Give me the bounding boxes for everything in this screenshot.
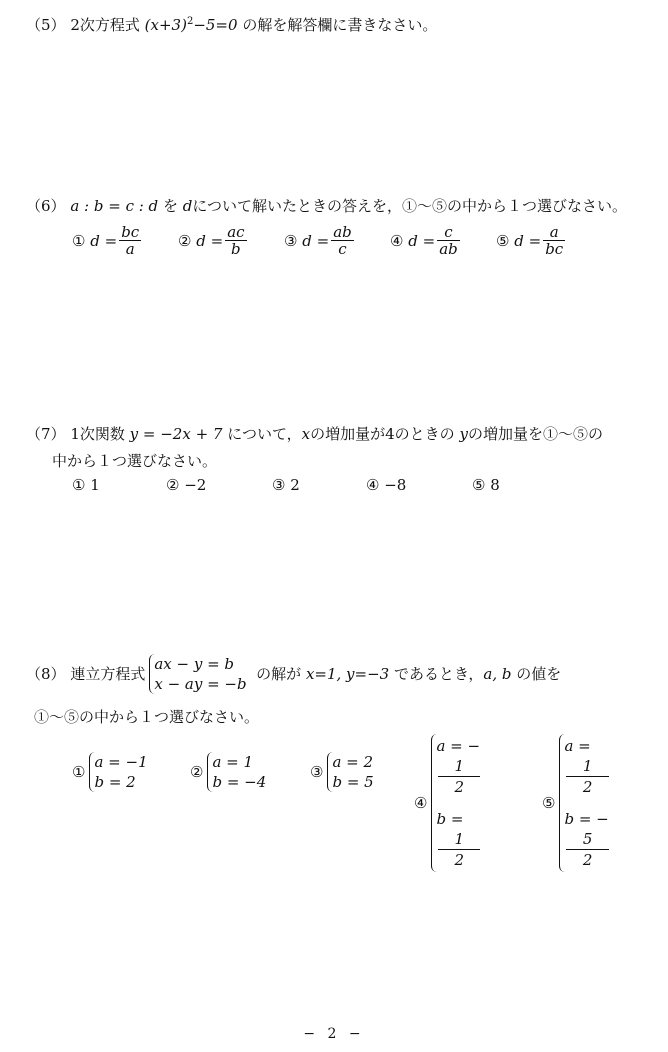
fraction-num: bc [121, 223, 140, 241]
q8-option-1[interactable] [72, 752, 148, 792]
q8-system-brace [149, 654, 246, 694]
fraction-den: 2 [454, 778, 465, 796]
fraction-den: 2 [582, 778, 593, 796]
q8-option-5[interactable] [542, 734, 609, 872]
option-lhs: d = [408, 231, 436, 250]
brace-spacer [436, 797, 480, 809]
q6-option-4[interactable] [390, 224, 460, 257]
q5-equation-b: −5=0 [193, 16, 238, 34]
option-a-lhs: a = − [436, 737, 481, 755]
option-mark: ⑤ [472, 476, 486, 494]
question-5 [26, 12, 437, 35]
option-b-fraction [438, 829, 480, 870]
fraction-den: 2 [582, 851, 593, 869]
q7-text4: の増加量を①～⑤の [467, 425, 603, 443]
q8-eq1: ax − y = b [154, 655, 235, 673]
fraction-num: 1 [438, 829, 480, 850]
option-lhs: d = [302, 231, 330, 250]
q7-option-4[interactable] [366, 476, 406, 494]
option-mark: ⑤ [542, 794, 556, 812]
fraction-num: 1 [438, 756, 480, 777]
fraction-den: bc [545, 240, 564, 258]
option-mark: ① [72, 231, 86, 250]
q7-var-x: x [301, 425, 311, 443]
q8-text3: であるとき， [394, 665, 484, 683]
fraction-den: ab [439, 240, 458, 258]
option-a-fraction [566, 756, 608, 797]
q7-text2: について， [227, 425, 302, 443]
option-value: 2 [290, 476, 300, 494]
option-line1: a = 2 [332, 753, 374, 771]
q7-var-y: y [459, 425, 468, 443]
option-line2: b = 2 [94, 773, 136, 791]
option-lhs: d = [196, 231, 224, 250]
option-fraction [225, 224, 246, 257]
option-mark: ④ [390, 231, 404, 250]
q8-eq2: x − ay = −b [154, 675, 247, 693]
q7-number: （7） [26, 425, 66, 443]
option-mark: ⑤ [496, 231, 510, 250]
option-fraction [119, 224, 141, 257]
q8-text1: 連立方程式 [70, 665, 146, 683]
question-6 [26, 196, 627, 216]
fraction-den: 2 [454, 851, 465, 869]
question-8 [26, 654, 561, 694]
option-lhs: d = [90, 231, 118, 250]
option-mark: ④ [414, 794, 428, 812]
q5-number: （5） [26, 16, 66, 34]
option-line1: a = 1 [212, 753, 254, 771]
question-7 [26, 424, 603, 444]
option-b-fraction [566, 829, 608, 870]
option-brace [559, 734, 608, 872]
option-mark: ③ [272, 476, 286, 494]
option-line2: b = −4 [212, 773, 267, 791]
q6-text-post: について解いたときの答えを，①～⑤の中から１つ選びなさい。 [192, 197, 628, 215]
q8-line2: ①～⑤の中から１つ選びなさい。 [34, 708, 260, 726]
q8-option-3[interactable] [310, 752, 374, 792]
option-brace [431, 734, 480, 872]
q8-ab: a, b [483, 665, 512, 683]
q6-option-2[interactable] [178, 224, 247, 257]
q6-option-3[interactable] [284, 224, 354, 257]
q5-text-post: の解を解答欄に書きなさい。 [242, 16, 438, 34]
option-value: 1 [90, 476, 100, 494]
q7-option-1[interactable] [72, 476, 100, 494]
fraction-num: 1 [566, 756, 608, 777]
q6-option-1[interactable] [72, 224, 141, 257]
option-value: −8 [384, 476, 407, 494]
q8-text2: の解が [256, 665, 302, 683]
q8-text4: の値を [516, 665, 562, 683]
q6-option-5[interactable] [496, 224, 565, 257]
q7-text1: 1次関数 [70, 425, 125, 443]
option-mark: ② [166, 476, 180, 494]
fraction-den: b [231, 240, 241, 258]
option-a-line [436, 736, 480, 797]
fraction-den: a [125, 240, 135, 258]
option-value: 8 [490, 476, 500, 494]
option-b-lhs: b = − [564, 810, 609, 828]
option-brace [89, 752, 147, 792]
q6-ratio: a : b = c : d [70, 197, 159, 215]
option-mark: ④ [366, 476, 380, 494]
q7-option-5[interactable] [472, 476, 500, 494]
option-fraction [331, 224, 354, 257]
option-brace [327, 752, 373, 792]
option-mark: ① [72, 476, 86, 494]
option-lhs: d = [514, 231, 542, 250]
q7-function: y = −2x + 7 [129, 425, 223, 443]
q5-equation-exp: 2 [186, 16, 194, 27]
option-a-fraction [438, 756, 480, 797]
option-line2: b = 5 [332, 773, 374, 791]
fraction-num: c [437, 224, 460, 241]
q5-equation-a: (x+3) [144, 16, 187, 34]
option-b-lhs: b = [436, 810, 464, 828]
option-a-lhs: a = [564, 737, 591, 755]
option-mark: ① [72, 763, 86, 781]
q8-option-4[interactable] [414, 734, 480, 872]
q8-number: （8） [26, 665, 66, 683]
fraction-num: ac [227, 223, 245, 241]
fraction-num: 5 [566, 829, 608, 850]
q5-text-pre: 2次方程式 [70, 16, 140, 34]
q7-text3: の増加量が4のときの [310, 425, 455, 443]
q7-line2: 中から１つ選びなさい。 [52, 452, 218, 470]
fraction-num: ab [333, 223, 352, 241]
option-mark: ② [190, 763, 204, 781]
option-mark: ② [178, 231, 192, 250]
option-fraction [437, 224, 460, 257]
q6-number: （6） [26, 197, 66, 215]
fraction-den: c [338, 240, 347, 258]
option-b-line [436, 809, 480, 870]
fraction-num: a [543, 224, 565, 241]
option-fraction [543, 224, 565, 257]
brace-spacer [564, 797, 608, 809]
option-b-line [564, 809, 608, 870]
q6-text-mid: を [162, 197, 178, 215]
option-value: −2 [184, 476, 207, 494]
q6-var: d [182, 197, 193, 215]
option-brace [207, 752, 266, 792]
option-mark: ③ [310, 763, 324, 781]
option-a-line [564, 736, 608, 797]
q7-option-2[interactable] [166, 476, 206, 494]
page-number: − 2 − [303, 1026, 365, 1042]
option-line1: a = −1 [94, 753, 148, 771]
q8-solution: x=1, y=−3 [305, 665, 390, 683]
q7-option-3[interactable] [272, 476, 300, 494]
option-mark: ③ [284, 231, 298, 250]
q8-option-2[interactable] [190, 752, 266, 792]
